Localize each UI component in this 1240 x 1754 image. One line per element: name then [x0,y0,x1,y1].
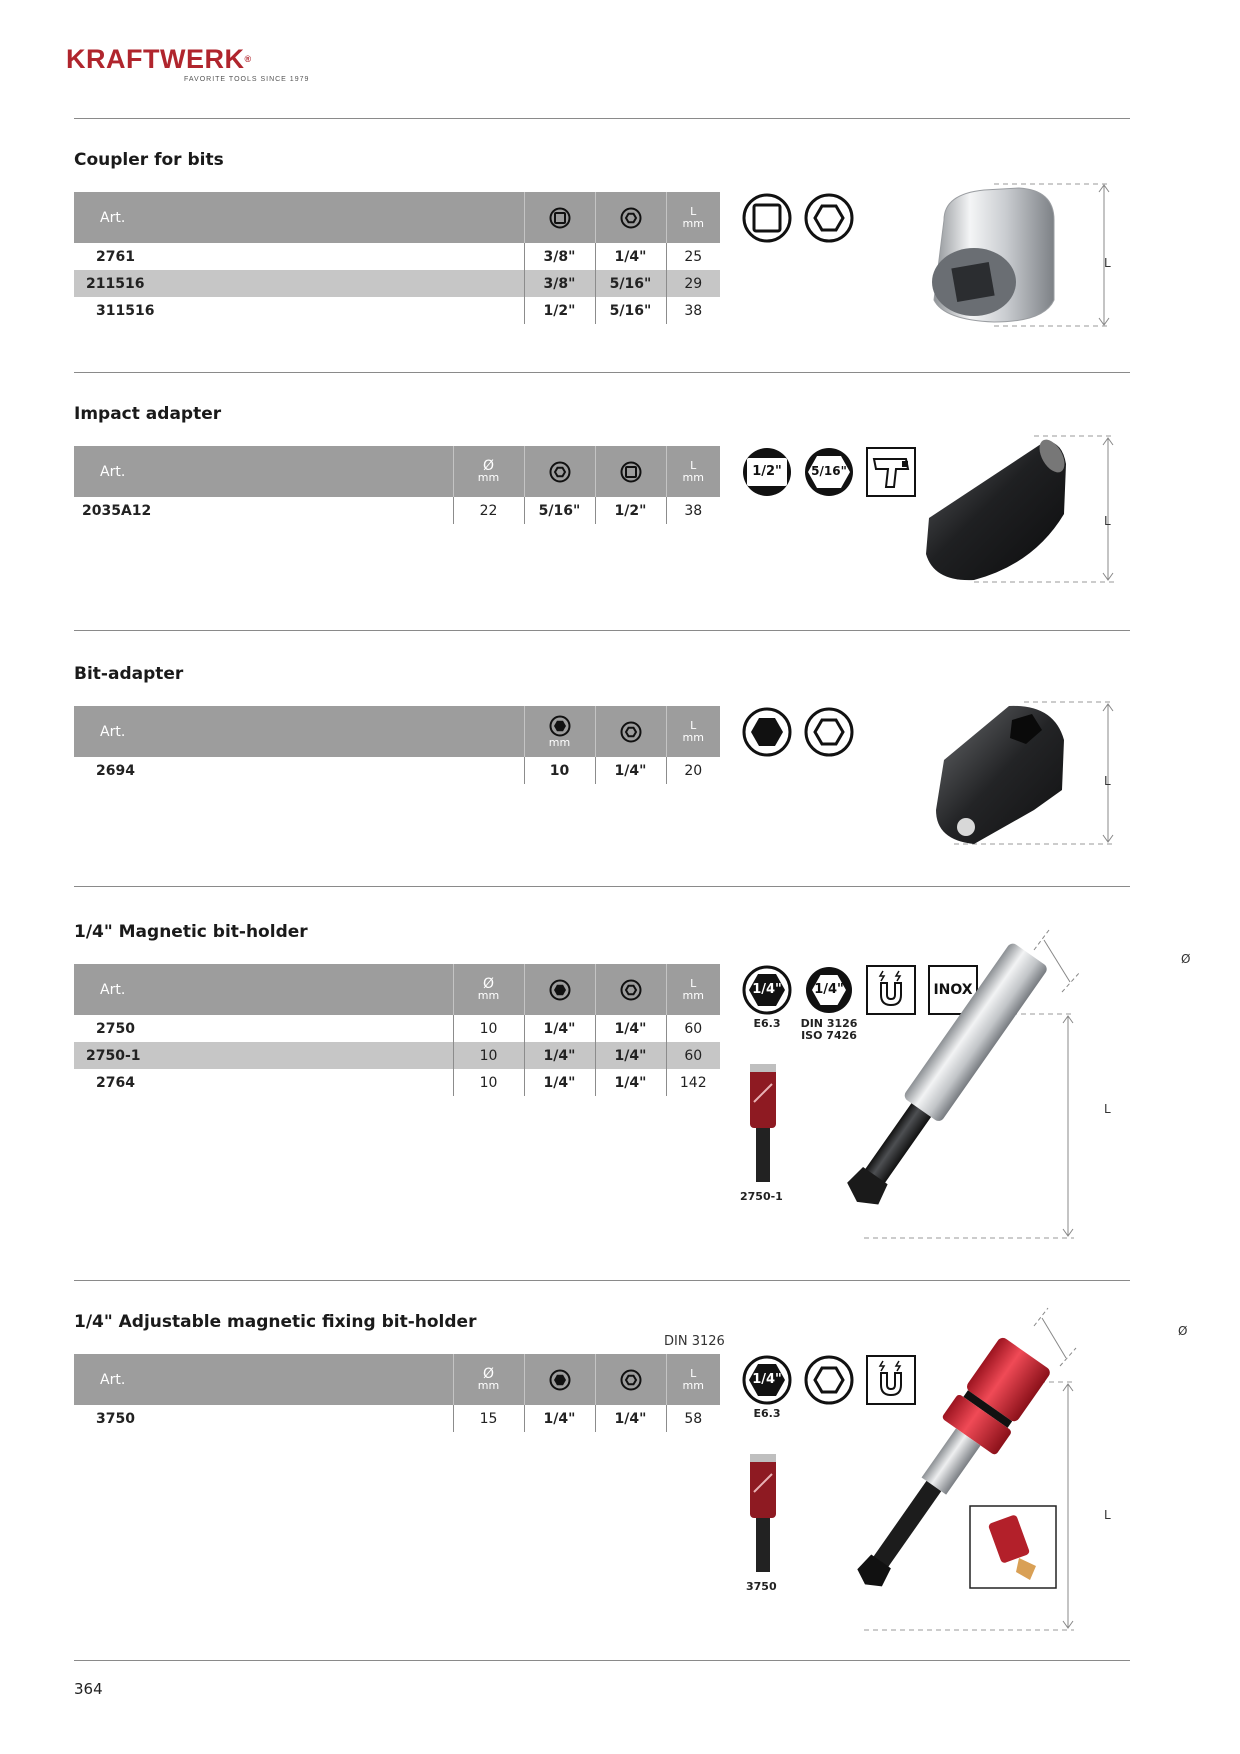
section-bit-adapter [74,664,1130,884]
hex-bit-badge: 1/4" [742,1355,792,1405]
table-header [74,964,720,1015]
spec-table [74,446,720,524]
dimension-L: L [1104,256,1111,270]
magnetic-bit-holder-photo [804,902,1130,1242]
adjustable-bit-holder-photo [804,1296,1130,1632]
square-drive-badge: 1/2" [742,447,792,497]
dimension-diameter: Ø [1178,1324,1188,1338]
bit-adapter-photo [914,700,1130,846]
hex-drive-icon [620,1369,642,1391]
section-title: Impact adapter [74,404,222,424]
spec-table [74,192,720,324]
hex-socket-icon [549,979,571,1001]
table-row: 2035A12 22 5/16" 1/2" 38 [74,497,720,524]
hex-drive-badge: 5/16" [804,447,854,497]
section-title: Bit-adapter [74,664,184,684]
col-length: L mm [666,964,720,1015]
spec-table [74,706,720,784]
table-row: 2761 3/8" 1/4" 25 [74,243,720,270]
table-row: 2694 10 1/4" 20 [74,757,720,784]
divider [74,886,1130,887]
col-hex-drive [524,446,595,497]
square-drive-icon [742,193,792,243]
thumbnail-caption: 2750-1 [740,1190,783,1203]
badge-caption: E6.3 [753,1407,781,1420]
table-header [74,192,720,243]
hex-drive-icon [804,707,854,757]
col-length: L mm [666,1354,720,1405]
bit-holder-thumbnail [746,1452,780,1576]
col-diameter: Ø mm [453,964,524,1015]
col-hex-drive [595,192,666,243]
impact-wrench-icon [866,447,916,497]
col-art: Art. [74,192,524,243]
table-header [74,706,720,757]
section-adjustable-bit-holder [74,1312,1188,1672]
spec-table [74,1354,720,1432]
hex-socket-icon [742,707,792,757]
impact-adapter-photo [914,434,1130,584]
col-length: L mm [666,446,720,497]
table-row: 2750-1 10 1/4" 1/4" 60 [74,1042,720,1069]
col-hex-drive [595,964,666,1015]
standard-label: DIN 3126 [664,1334,725,1349]
col-hex-socket [524,964,595,1015]
section-title: 1/4" Adjustable magnetic fixing bit-holder [74,1312,477,1332]
brand-tagline: FAVORITE TOOLS SINCE 1979 [184,76,310,83]
hex-socket-icon [549,1369,571,1391]
table-row: 2764 10 1/4" 1/4" 142 [74,1069,720,1096]
dimension-L: L [1104,774,1111,788]
square-drive-icon [549,207,571,229]
col-hex-drive [595,1354,666,1405]
square-drive-icon [620,461,642,483]
dimension-L: L [1104,514,1111,528]
divider [74,118,1130,119]
divider [74,1280,1130,1281]
section-coupler [74,150,1130,370]
dimension-L: L [1104,1508,1111,1522]
col-length: L mm [666,706,720,757]
hex-drive-icon [620,979,642,1001]
inox-badge: INOX [928,965,978,1015]
brand-logo [66,46,316,90]
hex-drive-icon [804,193,854,243]
table-row: 311516 1/2" 5/16" 38 [74,297,720,324]
bit-holder-thumbnail [746,1062,780,1186]
col-art: Art. [74,964,453,1015]
page-number: 364 [74,1680,103,1698]
divider [74,1660,1130,1661]
section-title: 1/4" Magnetic bit-holder [74,922,308,942]
table-row: 3750 15 1/4" 1/4" 58 [74,1405,720,1432]
hex-drive-icon [620,721,642,743]
col-art: Art. [74,1354,453,1405]
col-hex-socket: mm [524,706,595,757]
col-diameter: Ø mm [453,1354,524,1405]
table-header [74,1354,720,1405]
dimension-diameter: Ø [1181,952,1191,966]
col-square-drive [595,446,666,497]
section-title: Coupler for bits [74,150,224,170]
divider [74,372,1130,373]
table-header [74,446,720,497]
hex-socket-icon [549,715,571,737]
brand-name: KRAFTWERK [66,44,245,74]
coupler-photo [914,180,1130,330]
thumbnail-caption: 3750 [746,1580,777,1593]
col-diameter: Ø mm [453,446,524,497]
table-row: 211516 3/8" 5/16" 29 [74,270,720,297]
col-length: L mm [666,192,720,243]
brand-reg-mark: ® [244,54,252,64]
badge-caption: DIN 3126 ISO 7426 [800,1017,858,1042]
table-row: 2750 10 1/4" 1/4" 60 [74,1015,720,1042]
section-magnetic-bit-holder [74,922,1191,1282]
spec-table [74,964,720,1096]
col-art: Art. [74,446,453,497]
badge-caption: E6.3 [753,1017,781,1030]
col-square-drive [524,192,595,243]
hex-drive-icon [549,461,571,483]
col-hex-socket [524,1354,595,1405]
hex-bit-badge: 1/4" [742,965,792,1015]
col-art: Art. [74,706,524,757]
dimension-L: L [1104,1102,1111,1116]
section-impact-adapter [74,404,1130,624]
col-hex-drive [595,706,666,757]
divider [74,630,1130,631]
hex-drive-badge: 1/4" [804,965,854,1015]
hex-drive-icon [620,207,642,229]
